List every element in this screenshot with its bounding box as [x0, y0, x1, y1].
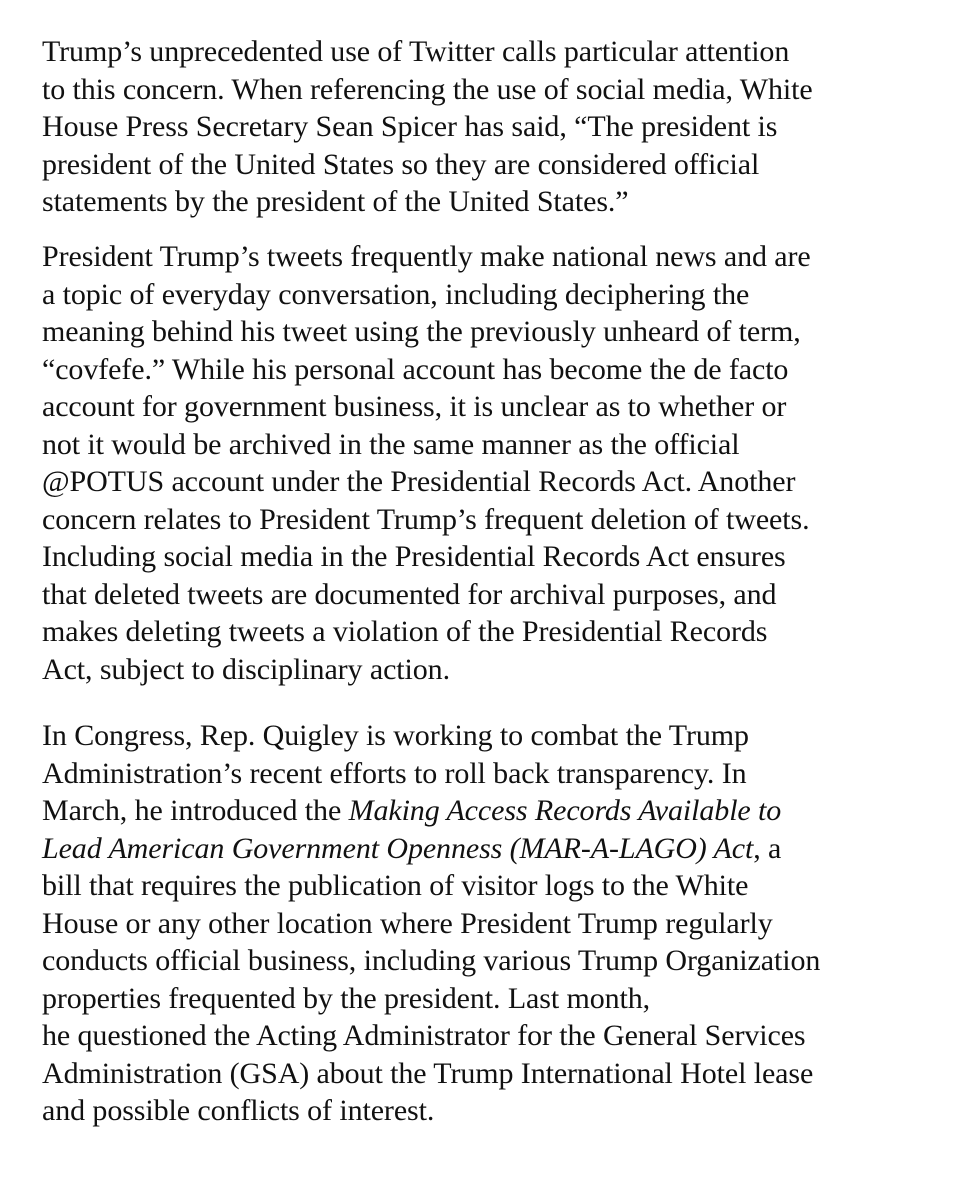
text-line	[42, 980, 942, 1018]
text-segment: account for government business, it is unclear as to whether or	[42, 390, 787, 423]
text-segment: statements by the president of the United States.”	[42, 185, 629, 218]
text-segment: “covfefe.” While his personal account has become the de facto	[42, 352, 789, 386]
text-line	[42, 426, 942, 464]
text-segment: Including social media in the Presidential Records Act ensures	[42, 540, 786, 573]
italic-text-segment: Lead American Government Openness (MAR-A-LAGO) Act	[42, 831, 754, 865]
text-line	[42, 576, 942, 614]
text-segment: conducts official business, including various Trump Organization	[42, 944, 821, 977]
text-line	[42, 501, 942, 539]
text-line	[42, 538, 942, 576]
text-line	[42, 1092, 942, 1130]
text-segment: In Congress, Rep. Quigley is working to combat the Trump	[42, 719, 749, 752]
text-line	[42, 71, 942, 109]
text-line	[42, 792, 942, 830]
text-line	[42, 276, 942, 314]
text-segment: Administration’s recent efforts to roll back transparency. In	[42, 756, 747, 790]
text-segment: Trump’s unprecedented use of Twitter calls particular attention	[42, 35, 790, 68]
italic-text-segment: Making Access Records Available to	[348, 794, 782, 827]
text-segment: concern relates to President Trump’s frequent deletion of tweets.	[42, 502, 810, 536]
text-segment: March, he introduced the	[42, 794, 349, 827]
text-segment: to this concern. When referencing the use of social media, White	[42, 72, 813, 106]
text-segment: President Trump’s tweets frequently make national news and are	[42, 240, 811, 273]
text-line	[42, 1055, 942, 1093]
text-segment: meaning behind his tweet using the previously unheard of term,	[42, 315, 801, 348]
text-line	[42, 313, 942, 351]
text-segment: makes deleting tweets a violation of the Presidential Records	[42, 615, 768, 648]
text-line	[42, 351, 942, 389]
text-line	[42, 717, 942, 755]
text-segment: Administration (GSA) about the Trump International Hotel lease	[42, 1056, 814, 1090]
text-segment: a topic of everyday conversation, including deciphering the	[42, 277, 750, 311]
text-line	[42, 1017, 942, 1055]
text-line	[42, 613, 942, 651]
text-line	[42, 146, 942, 184]
text-line	[42, 905, 942, 943]
text-line	[42, 867, 942, 905]
text-line	[42, 388, 942, 426]
text-segment: , a	[753, 831, 782, 865]
paragraph-tweets-archiving	[42, 238, 942, 688]
text-segment: House Press Secretary Sean Spicer has said, “The president is	[42, 110, 778, 143]
text-segment: not it would be archived in the same manner as the official	[42, 427, 740, 461]
text-line	[42, 942, 942, 980]
text-segment: @POTUS account under the Presidential Records Act. Another	[42, 465, 796, 498]
text-line	[42, 755, 942, 793]
text-line	[42, 33, 942, 71]
text-line	[42, 183, 942, 221]
paragraph-twitter-concern	[42, 33, 942, 221]
text-line	[42, 651, 942, 689]
text-line	[42, 238, 942, 276]
paragraph-congress-quigley	[42, 717, 942, 1130]
text-segment: House or any other location where President Trump regularly	[42, 906, 773, 940]
text-line	[42, 830, 942, 868]
text-segment: properties frequented by the president. Last month,	[42, 981, 651, 1015]
text-segment: Act, subject to disciplinary action.	[42, 652, 450, 686]
text-segment: president of the United States so they are considered official	[42, 147, 760, 181]
text-segment: and possible conflicts of interest.	[42, 1094, 435, 1127]
text-segment: that deleted tweets are documented for archival purposes, and	[42, 577, 777, 611]
text-line	[42, 108, 942, 146]
text-segment: bill that requires the publication of visitor logs to the White	[42, 869, 749, 902]
text-line	[42, 463, 942, 501]
text-segment: he questioned the Acting Administrator for the General Services	[42, 1019, 806, 1052]
